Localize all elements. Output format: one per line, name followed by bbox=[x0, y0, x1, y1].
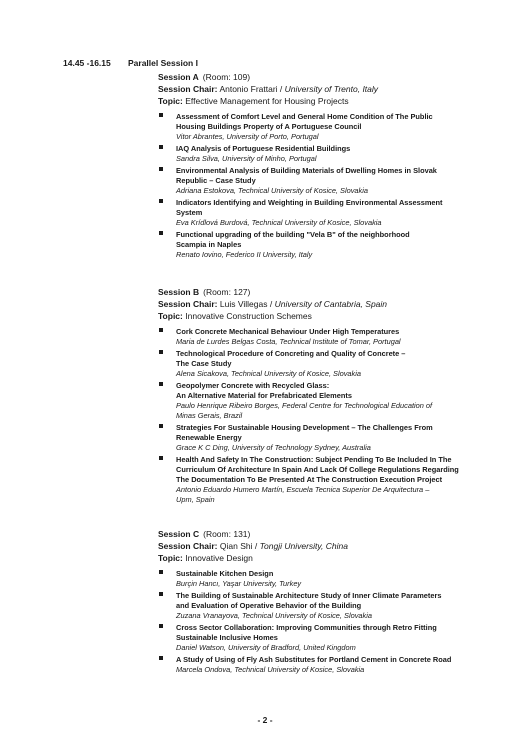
talk-author-line: Paulo Henrique Ribeiro Borges, Federal Centre for Technological Education of bbox=[176, 401, 433, 410]
talk-title-line: Geopolymer Concrete with Recycled Glass: bbox=[176, 381, 330, 390]
talk-title-line: Sustainable Kitchen Design bbox=[176, 569, 274, 578]
bullet-icon bbox=[159, 167, 163, 171]
talk-author-line: Upm, Spain bbox=[176, 495, 215, 504]
chair-name: Luis Villegas / bbox=[219, 299, 273, 309]
bullet-icon bbox=[159, 456, 163, 460]
topic-label: Topic: bbox=[158, 311, 183, 321]
session-name: Session A bbox=[158, 72, 199, 82]
session-topic bbox=[158, 95, 478, 107]
talk-item bbox=[158, 112, 478, 142]
session-time: 14.45 -16.15 bbox=[63, 58, 111, 68]
bullet-icon bbox=[159, 199, 163, 203]
talk-title-line: Housing Buildings Property of A Portuguese Council bbox=[176, 122, 362, 131]
session-room: (Room: 127) bbox=[203, 287, 251, 297]
session-c bbox=[158, 528, 478, 677]
talk-list bbox=[158, 327, 478, 505]
session-topic bbox=[158, 310, 478, 322]
talk-list bbox=[158, 112, 478, 260]
talk-item bbox=[158, 655, 478, 675]
chair-affiliation: Tongji University, China bbox=[259, 541, 348, 551]
bullet-icon bbox=[159, 656, 163, 660]
talk-author-line: Zuzana Vranayova, Technical University of Kosice, Slovakia bbox=[176, 611, 372, 620]
chair-label: Session Chair: bbox=[158, 84, 218, 94]
talk-author-line: Daniel Watson, University of Bradford, United Kingdom bbox=[176, 643, 356, 652]
talk-author-line: Minas Gerais, Brazil bbox=[176, 411, 243, 420]
talk-author-line: Eva Krídlová Burdová, Technical University of Kosice, Slovakia bbox=[176, 218, 382, 227]
talk-title-line: Environmental Analysis of Building Materials of Dwelling Homes in Slovak bbox=[176, 166, 437, 175]
talk-title-line: Sustainable Inclusive Homes bbox=[176, 633, 278, 642]
talk-title-line: Strategies For Sustainable Housing Development – The Challenges From bbox=[176, 423, 433, 432]
parallel-session-title: Parallel Session I bbox=[128, 58, 198, 68]
bullet-icon bbox=[159, 592, 163, 596]
talk-title-line: The Case Study bbox=[176, 359, 232, 368]
session-topic bbox=[158, 552, 478, 564]
talk-author-line: Renato Iovino, Federico II University, Italy bbox=[176, 250, 313, 259]
bullet-icon bbox=[159, 570, 163, 574]
talk-item bbox=[158, 569, 478, 589]
topic-text: Innovative Design bbox=[185, 553, 253, 563]
talk-author-line: Marcela Ondova, Technical University of Kosice, Slovakia bbox=[176, 665, 365, 674]
talk-item bbox=[158, 349, 478, 379]
session-chair bbox=[158, 298, 478, 310]
talk-author-line: Sandra Silva, University of Minho, Portugal bbox=[176, 154, 317, 163]
session-room: (Room: 131) bbox=[203, 529, 251, 539]
session-heading bbox=[158, 528, 478, 540]
talk-item bbox=[158, 423, 478, 453]
bullet-icon bbox=[159, 145, 163, 149]
talk-author-line: Maria de Lurdes Belgas Costa, Technical Institute of Tomar, Portugal bbox=[176, 337, 401, 346]
chair-label: Session Chair: bbox=[158, 299, 218, 309]
talk-author-line: Vitor Abrantes, University of Porto, Portugal bbox=[176, 132, 319, 141]
talk-author-line: Alena Sicakova, Technical University of Kosice, Slovakia bbox=[176, 369, 361, 378]
session-heading bbox=[158, 71, 478, 83]
talk-title-line: The Documentation To Be Presented At The Construction Execution Project bbox=[176, 475, 443, 484]
talk-title-line: Assessment of Comfort Level and General Home Condition of The Public bbox=[176, 112, 433, 121]
talk-title-line: Health And Safety In The Construction: Subject Pending To Be Included In The bbox=[176, 455, 452, 464]
topic-text: Innovative Construction Schemes bbox=[185, 311, 312, 321]
talk-title-line: Scampia in Naples bbox=[176, 240, 242, 249]
talk-item bbox=[158, 166, 478, 196]
topic-label: Topic: bbox=[158, 553, 183, 563]
talk-title-line: Cork Concrete Mechanical Behaviour Under High Temperatures bbox=[176, 327, 400, 336]
topic-label: Topic: bbox=[158, 96, 183, 106]
bullet-icon bbox=[159, 328, 163, 332]
session-chair bbox=[158, 540, 478, 552]
talk-title-line: Functional upgrading of the building "Vela B" of the neighborhood bbox=[176, 230, 410, 239]
session-heading bbox=[158, 286, 478, 298]
talk-author-line: Antonio Eduardo Humero Martín, Escuela Tecnica Superior De Arquitectura – bbox=[176, 485, 430, 494]
chair-affiliation: University of Cantabria, Spain bbox=[274, 299, 388, 309]
talk-title-line: Curriculum Of Architecture In Spain And Lack Of College Regulations Regarding bbox=[176, 465, 459, 474]
talk-author-line: Burçin Hancı, Yaşar University, Turkey bbox=[176, 579, 302, 588]
talk-title-line: Republic – Case Study bbox=[176, 176, 256, 185]
talk-item bbox=[158, 623, 478, 653]
bullet-icon bbox=[159, 113, 163, 117]
talk-title-line: Indicators Identifying and Weighting in Building Environmental Assessment bbox=[176, 198, 443, 207]
talk-item bbox=[158, 381, 478, 421]
chair-name: Qian Shi / bbox=[219, 541, 258, 551]
talk-item bbox=[158, 144, 478, 164]
session-chair bbox=[158, 83, 478, 95]
talk-title-line: The Building of Sustainable Architecture Study of Inner Climate Parameters bbox=[176, 591, 442, 600]
bullet-icon bbox=[159, 382, 163, 386]
talk-item bbox=[158, 591, 478, 621]
bullet-icon bbox=[159, 231, 163, 235]
session-b bbox=[158, 286, 478, 507]
talk-item bbox=[158, 230, 478, 260]
bullet-icon bbox=[159, 350, 163, 354]
talk-item bbox=[158, 327, 478, 347]
talk-author-line: Adriana Estokova, Technical University of Kosice, Slovakia bbox=[176, 186, 368, 195]
talk-title-line: Cross Sector Collaboration: Improving Communities through Retro Fitting bbox=[176, 623, 437, 632]
session-name: Session C bbox=[158, 529, 200, 539]
bullet-icon bbox=[159, 424, 163, 428]
chair-name: Antonio Frattari / bbox=[219, 84, 283, 94]
chair-affiliation: University of Trento, Italy bbox=[284, 84, 379, 94]
talk-title-line: An Alternative Material for Prefabricated Elements bbox=[176, 391, 352, 400]
talk-title-line: A Study of Using of Fly Ash Substitutes for Portland Cement in Concrete Road bbox=[176, 655, 452, 664]
talk-item bbox=[158, 198, 478, 228]
talk-title-line: IAQ Analysis of Portuguese Residential Buildings bbox=[176, 144, 351, 153]
talk-title-line: and Evaluation of Operative Behavior of the Building bbox=[176, 601, 362, 610]
talk-author-line: Grace K C Ding, University of Technology Sydney, Australia bbox=[176, 443, 371, 452]
page-number: - 2 - bbox=[257, 715, 273, 725]
talk-title-line: Technological Procedure of Concreting and Quality of Concrete – bbox=[176, 349, 406, 358]
session-a bbox=[158, 71, 478, 262]
talk-item bbox=[158, 455, 478, 505]
chair-label: Session Chair: bbox=[158, 541, 218, 551]
topic-text: Effective Management for Housing Projects bbox=[185, 96, 349, 106]
session-room: (Room: 109) bbox=[202, 72, 251, 82]
talk-list bbox=[158, 569, 478, 675]
talk-title-line: System bbox=[176, 208, 203, 217]
bullet-icon bbox=[159, 624, 163, 628]
talk-title-line: Renewable Energy bbox=[176, 433, 242, 442]
session-name: Session B bbox=[158, 287, 200, 297]
